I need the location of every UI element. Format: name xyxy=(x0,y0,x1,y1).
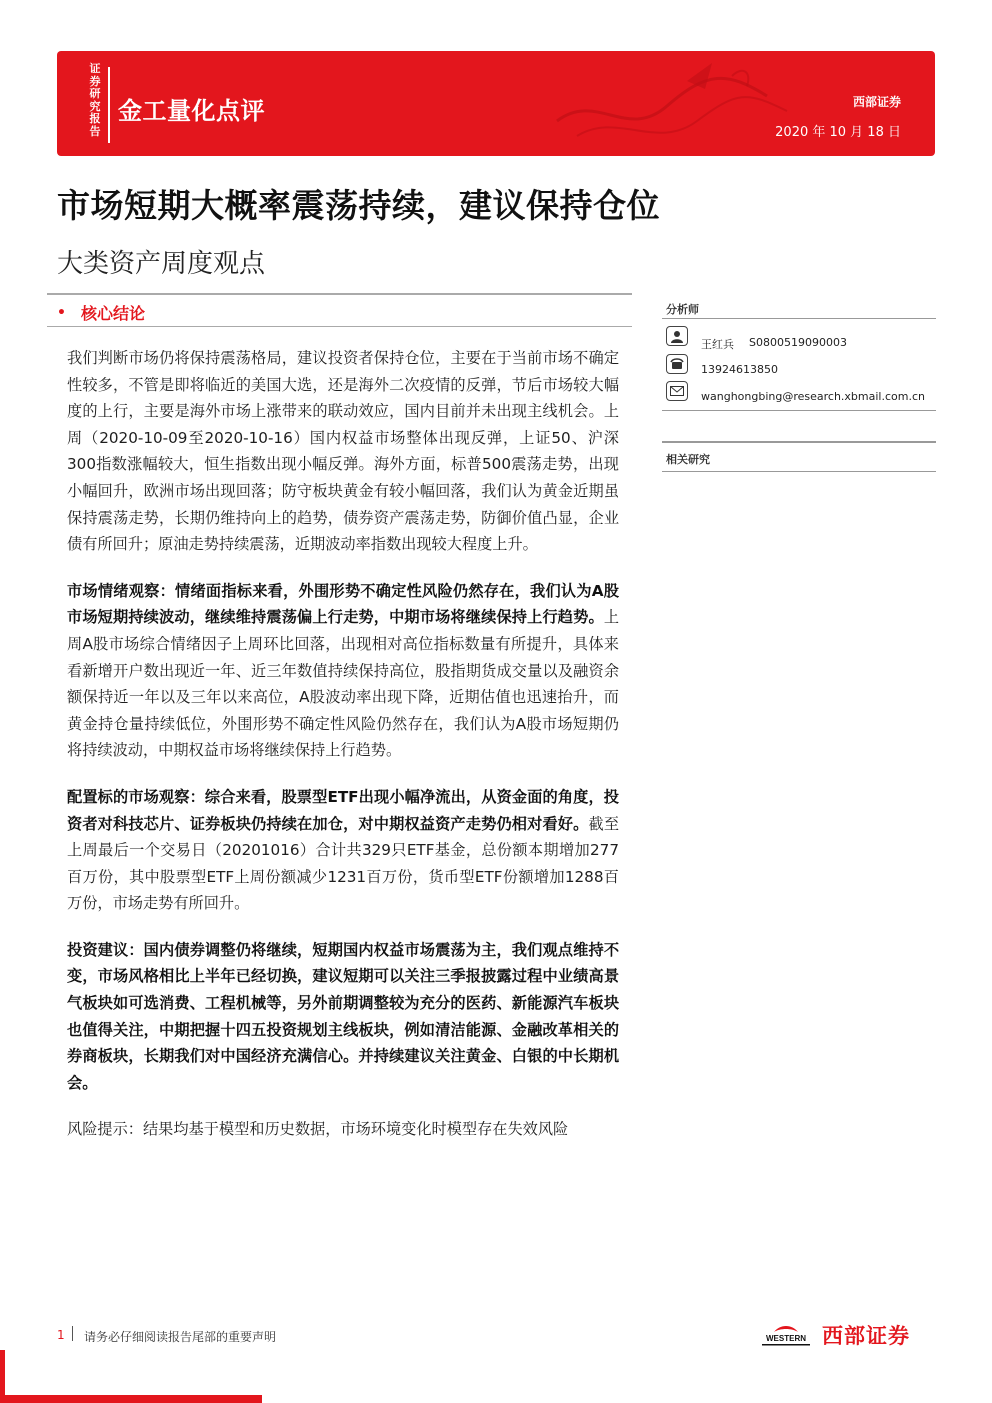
sidebar-divider xyxy=(662,318,936,319)
report-title: 市场短期大概率震荡持续，建议保持仓位 xyxy=(57,186,660,225)
report-type-label: 证券研究报告 xyxy=(89,62,101,138)
analyst-name: 王红兵 xyxy=(701,338,734,351)
svg-text:WESTERN: WESTERN xyxy=(766,1334,806,1343)
section-divider-bottom xyxy=(47,326,632,327)
footer-separator xyxy=(72,1326,73,1341)
section-title: 核心结论 xyxy=(81,304,146,323)
banner-divider xyxy=(108,67,110,143)
analyst-section-label: 分析师 xyxy=(666,303,699,316)
phone-icon xyxy=(666,354,688,374)
company-logo-icon xyxy=(756,1322,816,1348)
sidebar-divider xyxy=(662,410,936,411)
sidebar-divider xyxy=(662,471,936,472)
paragraph xyxy=(67,937,619,1097)
analyst-email[interactable]: wanghongbing@research.xbmail.com.cn xyxy=(701,390,925,403)
analyst-certificate: S0800519090003 xyxy=(749,336,847,349)
banner-decoration xyxy=(537,51,797,156)
section-divider-top xyxy=(47,293,632,295)
report-header-banner xyxy=(57,51,935,156)
paragraph-text: 截至上周最后一个交易日（20201016）合计共329只ETF基金，总份额本期增加277百万份，其中股票型ETF上周份额减少1231百万份，货币型ETF份额增加1288百万份，市场走势有所回升。 xyxy=(67,814,620,913)
page-number: 1 xyxy=(57,1328,65,1342)
company-name: 西部证券 xyxy=(852,95,901,109)
mail-icon xyxy=(666,381,688,401)
analyst-phone: 13924613850 xyxy=(701,363,778,376)
corner-accent xyxy=(0,1395,262,1403)
paragraph xyxy=(67,345,619,558)
company-logo-text: 西部证券 xyxy=(822,1324,910,1348)
risk-warning xyxy=(67,1116,619,1143)
related-research-label: 相关研究 xyxy=(666,453,710,466)
footer-notice: 请务必仔细阅读报告尾部的重要声明 xyxy=(84,1330,277,1344)
section-bullet-icon: • xyxy=(57,305,66,321)
sidebar-divider xyxy=(662,441,936,443)
paragraph xyxy=(67,784,619,917)
paragraph-text: 我们判断市场仍将保持震荡格局，建议投资者保持仓位，主要在于当前市场不确定性较多，不管是即将临近的美国大选，还是海外二次疫情的反弹，节后市场较大幅度的上行，主要是海外市场上涨带来的联动效应，国内目前并未出现主线机会。上周（2020-10-09至2020-10-16）国内权益市场整体出现反弹，上证50、沪深300指数涨幅较大，恒生指数出现小幅反弹。海外方面，标普500震荡走势，出现小幅回升，欧洲市场出现回落；防守板块黄金有较小幅回落，我们认为黄金近期虽保持震荡走势，长期仍维持向上的趋势，债券资产震荡走势，防御价值凸显，企业债有所回升；原油走势持续震荡，近期波动率指数出现较大程度上升。 xyxy=(67,349,619,554)
report-date: 2020 年 10 月 18 日 xyxy=(775,125,901,140)
report-category: 金工量化点评 xyxy=(118,97,265,125)
paragraph xyxy=(67,578,619,764)
body-text xyxy=(67,345,619,1163)
paragraph-text: 风险提示：结果均基于模型和历史数据，市场环境变化时模型存在失效风险 xyxy=(67,1120,569,1139)
report-subtitle: 大类资产周度观点 xyxy=(57,249,266,279)
paragraph-bold: 配置标的市场观察：综合来看，股票型ETF出现小幅净流出，从资金面的角度，投资者对科技芯片、证券板块仍持续在加仓，对中期权益资产走势仍相对看好。 xyxy=(67,787,619,833)
paragraph-bold: 投资建议：国内债券调整仍将继续，短期国内权益市场震荡为主，我们观点维持不变，市场风格相比上半年已经切换，建议短期可以关注三季报披露过程中业绩高景气板块如可选消费、工程机械等，另外前期调整较为充分的医药、新能源汽车板块也值得关注，中期把握十四五投资规划主线板块，例如清洁能源、金融改革相关的券商板块，长期我们对中国经济充满信心。并持续建议关注黄金、白银的中长期机会。 xyxy=(67,940,619,1092)
person-icon xyxy=(666,326,688,346)
paragraph-text: 上周A股市场综合情绪因子上周环比回落，出现相对高位指标数量有所提升，具体来看新增开户数出现近一年、近三年数值持续保持高位，股指期货成交量以及融资余额保持近一年以及三年以来高位，A股波动率出现下降，近期估值也迅速抬升，而黄金持仓量持续低位，外围形势不确定性风险仍然存在，我们认为A股市场短期仍将持续波动，中期权益市场将继续保持上行趋势。 xyxy=(67,608,619,760)
paragraph-bold: 市场情绪观察：情绪面指标来看，外围形势不确定性风险仍然存在，我们认为A股市场短期持续波动，继续维持震荡偏上行走势，中期市场将继续保持上行趋势。 xyxy=(67,581,619,627)
